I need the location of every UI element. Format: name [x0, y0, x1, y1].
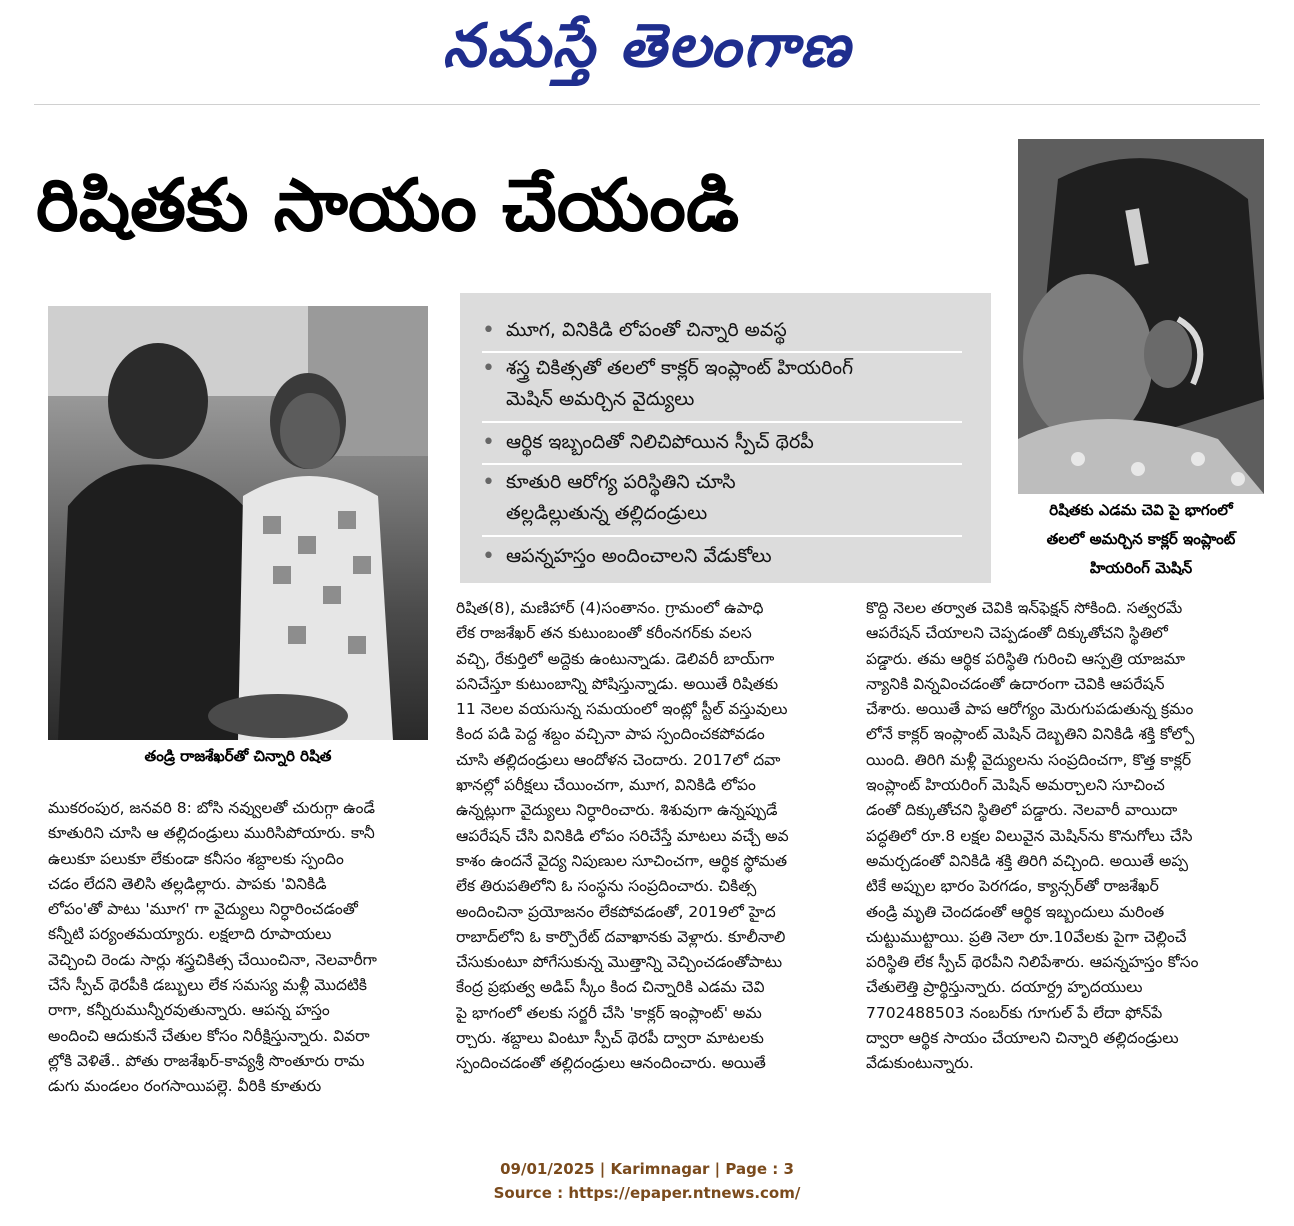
- article-line: యింది. తిరిగి మళ్లీ వైద్యులను సంప్రదించగా, కొత్త కాక్లర్: [866, 750, 1192, 769]
- article-line: అమర్చడంతో వినికిడి శక్తి తిరిగి వచ్చింది. అయితే అప్ప: [866, 851, 1189, 870]
- bullet-icon: •: [482, 356, 495, 381]
- article-line: లోపం'తో పాటు 'మూగ' గా వైద్యులు నిర్ధారించడంతో: [48, 900, 358, 919]
- article-line: పై భాగంలో తలకు సర్జరీ చేసి 'కాక్లర్ ఇంప్లాంట్' అమ: [456, 1003, 762, 1022]
- highlight-line: మెషిన్ అమర్చిన వైద్యులు: [506, 388, 695, 410]
- highlight-line: శస్త్ర చికిత్సతో తలలో కాక్లర్ ఇంప్లాంట్ హియరింగ్: [506, 357, 854, 379]
- article-line: ముకరంపుర, జనవరి 8: బోసి నవ్వులతో చురుగ్గా ఉండే: [48, 799, 375, 817]
- article-line: పద్ధతిలో రూ.8 లక్షల విలువైన మెషిన్‌ను కొనుగోలు చేసి: [866, 826, 1193, 845]
- article-line: అందించి ఆదుకునే చేతుల కోసం నిరీక్షిస్తున్నారు. వివరా: [48, 1026, 370, 1045]
- father-daughter-photo: [48, 306, 428, 740]
- article-line: చేతులెత్తి ప్రార్థిస్తున్నారు. దయార్ద్ర హృదయులు: [866, 978, 1143, 997]
- article-line: రాగా, కన్నీరుమున్నీరవుతున్నారు. ఆపన్న హస్తం: [48, 1001, 330, 1020]
- article-line: కింద పడి పెద్ద శబ్దం వచ్చినా పాప స్పందించకపోవడం: [456, 725, 765, 744]
- article-line: చూసి తల్లిదండ్రులు ఆందోళన చెందారు. 2017లో దవా: [456, 750, 781, 769]
- article-line: ఖానల్లో పరీక్షలు చేయించగా, మూగ, వినికిడి లోపం: [456, 776, 756, 795]
- bullet-icon: •: [482, 470, 495, 495]
- article-line: పరిస్థితి లేక స్పీచ్ థెరపీని నిలిపేశారు. ఆపన్నహస్తం కోసం: [866, 953, 1199, 972]
- article-line: 11 నెలల వయసున్న సమయంలో ఇంట్లో స్టీల్ వస్తువులు: [456, 700, 788, 719]
- highlight-item: [482, 315, 982, 346]
- highlight-item: [482, 467, 982, 529]
- main-photo-caption: తండ్రి రాజశేఖర్‌తో చిన్నారి రిషిత: [144, 747, 332, 765]
- article-line: అందించినా ప్రయోజనం లేకపోవడంతో, 2019లో హైద: [456, 902, 776, 921]
- article-line: రాబాద్‌లోని ఓ కార్పొరేట్ దవాఖానకు వెళ్లారు. కూలీనాలి: [456, 927, 786, 946]
- article-line: వెచ్చించి రెండు సార్లు శస్త్రచికిత్స చేయించినా, నెలవారీగా: [48, 950, 377, 969]
- article-line: చేసుకుంటూ పోగేసుకున్న మొత్తాన్ని వెచ్చించడంతోపాటు: [456, 953, 783, 972]
- side-caption-line: తలలో అమర్చిన కాక్లర్ ఇంప్లాంట్: [1046, 530, 1236, 548]
- article-line: ఆపరేషన్ చేసి వినికిడి లోపం సరిచేస్తే మాటలు వచ్చే అవ: [456, 826, 789, 845]
- article-line: లేక రాజశేఖర్ తన కుటుంబంతో కరీంనగర్‌కు వలస: [456, 624, 752, 643]
- article-column-3: [866, 596, 1262, 1077]
- article-line: లోనే కాక్లర్ ఇంప్లాంట్ మెషిన్ దెబ్బతిని వినికిడి శక్తి కోల్పో: [866, 725, 1195, 744]
- highlight-line: మూగ, వినికిడి లోపంతో చిన్నారి అవస్థ: [506, 319, 787, 341]
- article-line: 7702488503 నంబర్‌కు గూగుల్ పే లేదా ఫోన్‌పే: [866, 1003, 1163, 1022]
- bullet-icon: •: [482, 544, 495, 569]
- highlight-item: [482, 541, 982, 572]
- article-line: ఉలుకూ పలుకూ లేకుండా కనీసం శబ్దాలకు స్పందిం: [48, 849, 344, 868]
- footer-source-link[interactable]: Source : https://epaper.ntnews.com/: [493, 1184, 801, 1202]
- article-line: పనిచేస్తూ కుటుంబాన్ని పోషిస్తున్నాడు. అయితే రిషితకు: [456, 674, 779, 693]
- masthead-divider: [34, 104, 1260, 105]
- highlight-line: కూతురి ఆరోగ్య పరిస్థితిని చూసి: [506, 471, 736, 493]
- footer-edition-info: 09/01/2025 | Karimnagar | Page : 3: [500, 1160, 794, 1178]
- article-line: ఆపరేషన్ చేయాలని చెప్పడంతో దిక్కుతోచని స్థితిలో: [866, 624, 1168, 643]
- article-line: తండ్రి మృతి చెందడంతో ఆర్థిక ఇబ్బందులు మరింత: [866, 902, 1165, 921]
- highlight-item: [482, 427, 982, 458]
- article-line: ర్చారు. శబ్దాలు వింటూ స్పీచ్ థెరపీ ద్వారా మాటలకు: [456, 1029, 764, 1048]
- article-line: చుట్టుముట్టాయి. ప్రతి నెలా రూ.10వేలకు పైగా చెల్లించే: [866, 927, 1187, 946]
- father-daughter-illustration: [48, 306, 428, 740]
- side-photo-caption: [1008, 496, 1274, 583]
- article-line: కన్నీటి పర్యంతమయ్యారు. లక్షలాది రూపాయలు: [48, 925, 332, 944]
- highlight-line: తల్లడిల్లుతున్న తల్లిదండ్రులు: [506, 502, 708, 524]
- article-line: డుగు మండలం రంగసాయిపల్లె. వీరికి కూతురు: [48, 1077, 322, 1096]
- article-line: చేశారు. అయితే పాప ఆరోగ్యం మెరుగుపడుతున్న క్రమం: [866, 700, 1194, 719]
- article-line: ద్వారా ఆర్థిక సాయం చేయాలని చిన్నారి తల్లిదండ్రులు: [866, 1029, 1179, 1048]
- highlight-divider: [482, 463, 962, 465]
- bullet-icon: •: [482, 430, 495, 455]
- article-column-1: [48, 796, 432, 1100]
- side-caption-line: రిషితకు ఎడమ చెవి పై భాగంలో: [1049, 501, 1233, 519]
- article-line: డంతో దిక్కుతోచని స్థితిలో పడ్డారు. నెలవారీ వాయిదా: [866, 801, 1178, 820]
- hearing-implant-photo: [1018, 139, 1264, 494]
- article-line: రిషిత(8), మణిహార్ (4)సంతానం. గ్రామంలో ఉపాధి: [456, 599, 764, 617]
- highlight-divider: [482, 535, 962, 537]
- article-line: పడ్డారు. తమ ఆర్థిక పరిస్థితి గురించి ఆస్పత్రి యాజమా: [866, 649, 1186, 668]
- highlight-divider: [482, 421, 962, 423]
- article-headline: రిషితకు సాయం చేయండి: [36, 163, 740, 247]
- highlight-item: [482, 353, 982, 415]
- article-line: కొద్ది నెలల తర్వాత చెవికి ఇన్‌ఫెక్షన్ సోకింది. సత్వరమే: [866, 599, 1183, 617]
- article-line: వచ్చి, రేకుర్తిలో అద్దెకు ఉంటున్నాడు. డెలివరీ బాయ్‌గా: [456, 649, 775, 668]
- article-line: చేసే స్పీచ్ థెరపీకి డబ్బులు లేక సమస్య మళ్లీ మొదటికి: [48, 976, 368, 995]
- article-line: వేడుకుంటున్నారు.: [866, 1054, 974, 1073]
- masthead: [0, 0, 1294, 100]
- article-line: స్పందించడంతో తల్లిదండ్రులు ఆనందించారు. అయితే: [456, 1054, 766, 1073]
- highlight-line: ఆపన్నహస్తం అందించాలని వేడుకోలు: [506, 545, 772, 567]
- article-line: కేంద్ర ప్రభుత్వ అడిప్ స్కీం కింద చిన్నారికి ఎడమ చెవి: [456, 978, 765, 997]
- article-column-2: [456, 596, 852, 1077]
- girl-profile-illustration: [1018, 139, 1264, 494]
- article-line: ఇంప్లాంట్ హియరింగ్ మెషిన్ అమర్చాలని సూచించ: [866, 776, 1165, 795]
- article-line: ఉన్నట్లుగా వైద్యులు నిర్ధారించారు. శిశువుగా ఉన్నప్పుడే: [456, 801, 778, 820]
- article-line: ల్లోకి వెళితే.. పోతు రాజశేఖర్-కావ్యశ్రీ సొంతూరు రామ: [48, 1051, 365, 1070]
- masthead-title: నమస్తే తెలంగాణ: [442, 11, 852, 81]
- article-line: కాశం ఉందనే వైద్య నిపుణుల సూచించగా, ఆర్థిక స్థోమత: [456, 851, 788, 870]
- bullet-icon: •: [482, 318, 495, 343]
- article-line: న్యానికి విన్నవించడంతో ఉదారంగా చెవికి ఆపరేషన్: [866, 674, 1165, 693]
- article-line: చడం లేదని తెలిసి తల్లడిల్లారు. పాపకు 'వినికిడి: [48, 874, 327, 893]
- article-line: టికే అప్పుల భారం పెరగడం, క్యాన్సర్‌తో రాజశేఖర్: [866, 877, 1159, 896]
- highlights-box: [460, 293, 991, 583]
- article-line: లేక తిరుపతిలోని ఓ సంస్థను సంప్రదించారు. చికిత్స: [456, 877, 757, 896]
- article-line: కూతురిని చూసి ఆ తల్లిదండ్రులు మురిసిపోయారు. కానీ: [48, 824, 375, 843]
- side-caption-line: హియరింగ్ మెషిన్: [1089, 559, 1193, 577]
- highlight-line: ఆర్థిక ఇబ్బందితో నిలిచిపోయిన స్పీచ్ థెరపీ: [506, 431, 814, 453]
